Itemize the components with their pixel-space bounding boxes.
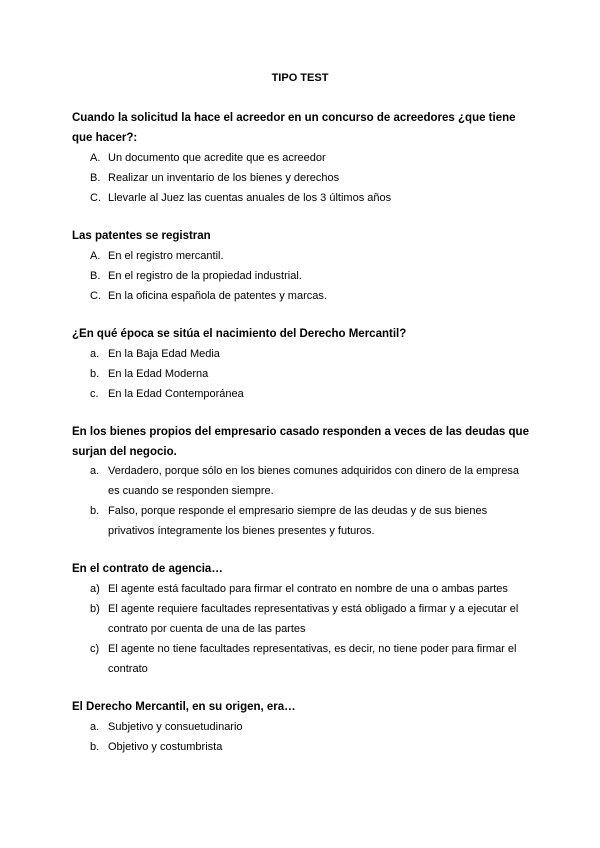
option-text: Subjetivo y consuetudinario: [108, 721, 243, 733]
option-marker: b.: [90, 505, 100, 517]
option-text: Falso, porque responde el empresario siempre de las deudas y de sus bienes privativos íntegramente los bienes presentes y futuros.: [108, 505, 488, 537]
option-6b: [72, 737, 532, 757]
question-4-options: [72, 461, 532, 541]
option-4b: [72, 501, 532, 541]
option-marker: a): [90, 583, 100, 595]
option-6a: [72, 717, 532, 737]
option-text: Llevarle al Juez las cuentas anuales de los 3 últimos años: [108, 192, 392, 204]
question-3: ¿En qué época se sitúa el nacimiento del Derecho Mercantil?: [72, 328, 407, 340]
option-marker: C.: [90, 192, 101, 204]
option-1b: [72, 168, 532, 188]
option-text: En la Edad Moderna: [108, 368, 209, 380]
option-text: El agente requiere facultades representativas y está obligado a firmar y a ejecutar el contrato por cuenta de una de las partes: [108, 603, 519, 635]
option-4a: [72, 461, 532, 501]
option-3c: [72, 384, 532, 404]
option-marker: a.: [90, 348, 100, 360]
option-marker: B.: [90, 172, 101, 184]
option-text: En la Baja Edad Media: [108, 348, 220, 360]
option-2c: [72, 286, 532, 306]
option-1c: [72, 188, 532, 208]
option-text: Verdadero, porque sólo en los bienes comunes adquiridos con dinero de la empresa es cuando se responden siempre.: [108, 465, 519, 497]
question-1: Cuando la solicitud la hace el acreedor en un concurso de acreedores ¿que tiene que hacer?:: [72, 112, 516, 144]
option-text: En el registro de la propiedad industrial.: [108, 270, 302, 282]
option-marker: A.: [90, 152, 101, 164]
option-text: El agente está facultado para firmar el contrato en nombre de una o ambas partes: [108, 583, 508, 595]
question-2-options: [72, 246, 532, 306]
question-6-options: [72, 717, 532, 757]
option-marker: C.: [90, 290, 101, 302]
option-text: Un documento que acredite que es acreedor: [108, 152, 326, 164]
option-5c: [72, 639, 532, 679]
option-2b: [72, 266, 532, 286]
question-1-options: [72, 148, 532, 208]
option-text: En la Edad Contemporánea: [108, 388, 244, 400]
question-5-options: [72, 579, 532, 679]
option-text: Realizar un inventario de los bienes y derechos: [108, 172, 340, 184]
option-text: El agente no tiene facultades representativas, es decir, no tiene poder para firmar el contrato: [108, 643, 517, 675]
question-3-options: [72, 344, 532, 404]
question-5: En el contrato de agencia…: [72, 563, 223, 575]
option-marker: a.: [90, 465, 100, 477]
question-2: Las patentes se registran: [72, 230, 211, 242]
option-5b: [72, 599, 532, 639]
option-marker: b): [90, 603, 100, 615]
option-marker: b.: [90, 368, 100, 380]
option-5a: [72, 579, 532, 599]
option-2a: [72, 246, 532, 266]
option-marker: a.: [90, 721, 100, 733]
option-marker: c.: [90, 388, 99, 400]
question-4: En los bienes propios del empresario casado responden a veces de las deudas que surjan del negocio.: [72, 426, 529, 458]
option-1a: [72, 148, 532, 168]
option-text: En la oficina española de patentes y marcas.: [108, 290, 327, 302]
option-3b: [72, 364, 532, 384]
option-text: Objetivo y costumbrista: [108, 741, 223, 753]
option-marker: A.: [90, 250, 101, 262]
question-6: El Derecho Mercantil, en su origen, era…: [72, 701, 296, 713]
option-marker: B.: [90, 270, 101, 282]
option-marker: c): [90, 643, 100, 655]
option-marker: b.: [90, 741, 100, 753]
option-3a: [72, 344, 532, 364]
page-title: TIPO TEST: [271, 72, 329, 84]
option-text: En el registro mercantil.: [108, 250, 224, 262]
